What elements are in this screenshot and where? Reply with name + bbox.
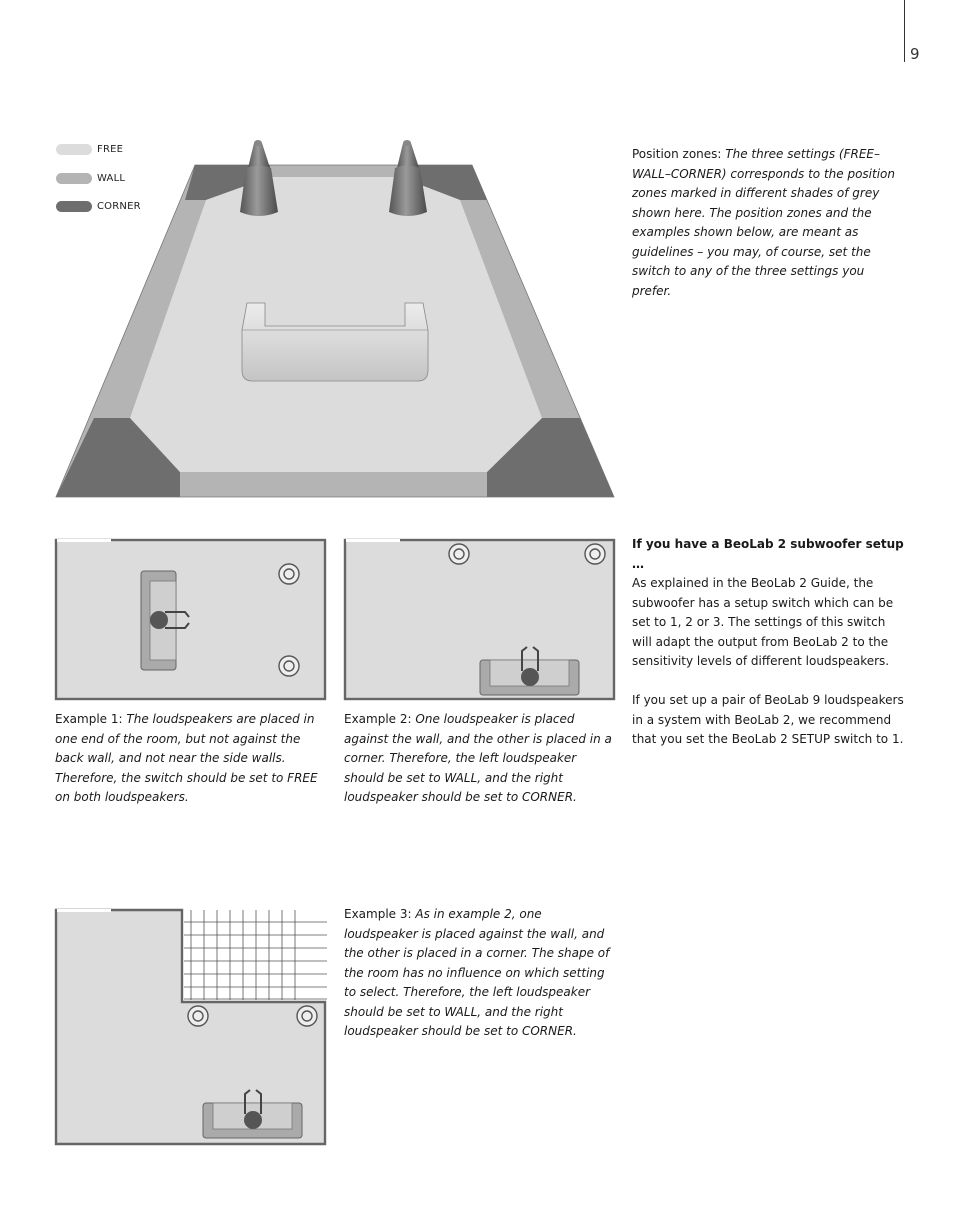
subwoofer-heading: If you have a BeoLab 2 subwoofer setup … bbox=[632, 537, 904, 571]
example-2-caption bbox=[344, 710, 616, 808]
text-run: or bbox=[692, 615, 713, 629]
subwoofer-paragraph-2 bbox=[632, 691, 907, 750]
door-gap bbox=[57, 909, 111, 912]
example-1-caption bbox=[55, 710, 327, 808]
example-3-caption bbox=[344, 905, 616, 1042]
position-zones-body: The three settings (FREE–WALL–CORNER) corresponds to the position zones marked in different shades of grey shown here. The position zones and the examples shown below, are meant as guidelines – you may, of course, set the switch to any of the three settings you prefer. bbox=[632, 147, 895, 298]
example-1-label: Example 1: bbox=[55, 712, 123, 726]
loudspeaker-right-icon bbox=[389, 140, 427, 216]
legend-label: CORNER bbox=[97, 200, 141, 212]
switch-name: BeoLab 2 SETUP bbox=[731, 732, 831, 746]
setting-value: 1 bbox=[670, 615, 678, 629]
position-zones-label: Position zones: bbox=[632, 147, 722, 161]
loudspeaker-icon bbox=[279, 564, 299, 584]
legend-label: FREE bbox=[97, 143, 124, 155]
loudspeaker-icon bbox=[297, 1006, 317, 1026]
example-3-body: As in example 2, one loudspeaker is placed against the wall, and the other is placed in a corner. The shape of the room has no influence on which setting to select. Therefore, the left loudspeaker should be set to WALL, and the right loudspeaker should be set to CORNER. bbox=[344, 907, 610, 1038]
example-1-diagram bbox=[55, 539, 327, 701]
loudspeaker-icon bbox=[188, 1006, 208, 1026]
position-zones-paragraph bbox=[632, 145, 907, 301]
text-run: . The settings of this switch will adapt the output from BeoLab 2 to the sensitivity levels of different loudspeakers. bbox=[632, 615, 890, 668]
door-gap bbox=[346, 539, 400, 542]
setting-value: 1 bbox=[891, 732, 900, 746]
loudspeaker-icon bbox=[449, 544, 469, 564]
text-run: switch to bbox=[830, 732, 892, 746]
text-run: If you set up a pair of BeoLab 9 loudspeakers in a system with BeoLab 2, we recommend that you set the bbox=[632, 693, 904, 746]
example-2-label: Example 2: bbox=[344, 712, 412, 726]
setting-value: 2 bbox=[685, 615, 693, 629]
page-number: 9 bbox=[910, 45, 920, 63]
setting-value: 3 bbox=[712, 615, 721, 629]
text-run: . bbox=[899, 732, 904, 746]
subwoofer-section bbox=[632, 535, 907, 750]
example-2-diagram bbox=[344, 539, 616, 701]
legend-label: WALL bbox=[97, 172, 126, 184]
text-run: , bbox=[677, 615, 686, 629]
subwoofer-paragraph-1 bbox=[632, 574, 907, 672]
loudspeaker-icon bbox=[585, 544, 605, 564]
door-gap bbox=[57, 539, 111, 542]
example-3-label: Example 3: bbox=[344, 907, 412, 921]
grid-hatching bbox=[184, 910, 327, 1000]
example-3-diagram bbox=[55, 909, 329, 1147]
text-run: As explained in the BeoLab 2 Guide, the subwoofer has a setup switch which can be set to bbox=[632, 576, 894, 629]
loudspeaker-left-icon bbox=[240, 140, 278, 216]
example-2-body: One loudspeaker is placed against the wall, and the other is placed in a corner. Therefore, the left loudspeaker should be set to WALL, and the right loudspeaker should be set to CORNER. bbox=[344, 712, 612, 804]
loudspeaker-icon bbox=[279, 656, 299, 676]
example-1-body: The loudspeakers are placed in one end of the room, but not against the back wall, and not near the side walls. Therefore, the switch should be set to FREE on both loudspeakers. bbox=[55, 712, 318, 804]
